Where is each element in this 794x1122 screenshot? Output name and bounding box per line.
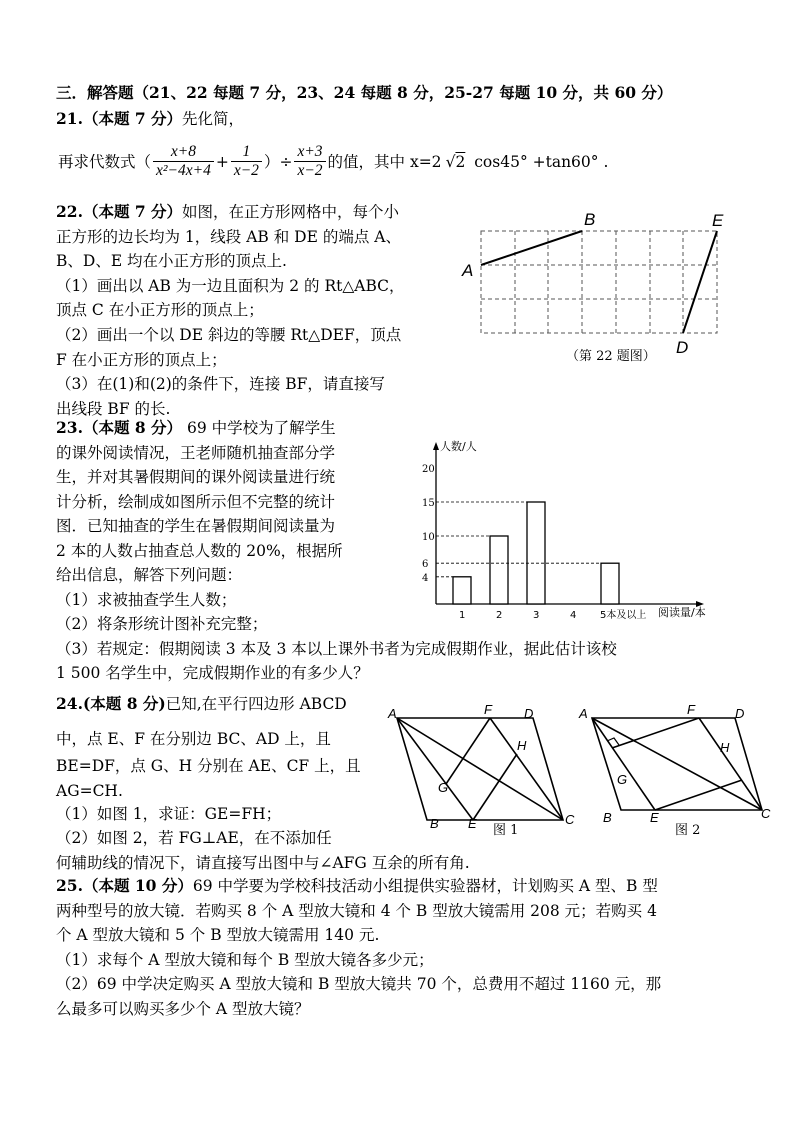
q24-text-line: 何辅助线的情况下，请直接写出图中与∠AFG 互余的所有角. xyxy=(56,854,470,872)
segment-fc-1 xyxy=(490,718,563,820)
x-axis-label: 阅读量/本 xyxy=(658,606,706,619)
q23-text-line: （1）求被抽查学生人数； xyxy=(56,590,237,609)
x-tick-label: 5本及以上 xyxy=(600,610,647,621)
question-label: 24.(本题 8 分) xyxy=(56,694,166,713)
q21-prefix: 再求代数式（ xyxy=(58,152,152,171)
fig2-label-e: E xyxy=(650,810,659,825)
question-text: 69 中学校为了解学生 xyxy=(182,419,336,437)
q22-text-line: F 在小正方形的顶点上； xyxy=(56,350,227,369)
q24-text-line: AG=CH. xyxy=(56,782,123,800)
fraction-3-den: x−2 xyxy=(297,162,323,179)
y-axis-arrow xyxy=(433,442,439,450)
q23-text-line xyxy=(56,417,336,439)
question-label: 25.（本题 10 分） xyxy=(56,876,193,895)
q22-text-line: 正方形的边长均为 1，线段 AB 和 DE 的端点 A、 xyxy=(56,227,401,246)
fig2-label-c: C xyxy=(761,806,771,821)
section-title: 三．解答题（21、22 每题 7 分，23、24 每题 8 分，25-27 每题 10 分，共 60 分） xyxy=(56,83,673,102)
question-text: 69 中学要为学校科技活动小组提供实验器材，计划购买 A 型、B 型 xyxy=(192,877,658,895)
question-label: 22.（本题 7 分） xyxy=(56,202,183,221)
q21-condition: 的值，其中 x=2 xyxy=(327,152,442,171)
question-text: 已知,在平行四边形 ABCD xyxy=(165,695,347,713)
segment-gf-2 xyxy=(612,718,699,748)
q21-intro: 先化简， xyxy=(182,110,245,128)
x-tick-label: 1 xyxy=(459,610,466,621)
fig2-caption: 图 2 xyxy=(675,823,701,838)
q24-text-line: （1）如图 1，求证：GE=FH； xyxy=(56,805,282,823)
x-tick-label: 4 xyxy=(570,610,577,621)
fig1-label-g: G xyxy=(438,780,449,795)
q25-text-line: （2）69 中学决定购买 A 型放大镜和 B 型放大镜共 70 个，总费用不超过 1160 元，那 xyxy=(56,975,662,993)
q23-text-line: （3）若规定：假期阅读 3 本及 3 本以上课外书者为完成假期作业，据此估计该校 xyxy=(56,639,617,658)
y-axis-label: 人数/人 xyxy=(440,440,477,453)
y-tick-label: 4 xyxy=(422,572,429,584)
q22-text-line: 顶点 C 在小正方形的顶点上； xyxy=(56,301,264,320)
fraction-1 xyxy=(153,143,214,180)
q24-text-line: BE=DF，点 G、H 分别在 AE、CF 上，且 xyxy=(56,757,361,775)
fraction-2-den: x−2 xyxy=(233,162,259,179)
bar-chart xyxy=(400,436,740,626)
q24-figure-2 xyxy=(575,700,775,840)
fig2-label-a: A xyxy=(579,706,588,721)
q21-expression xyxy=(56,143,610,180)
fraction-2-num: 1 xyxy=(231,143,262,162)
q23-text-line: 2 本的人数占抽查总人数的 20%，根据所 xyxy=(56,541,343,560)
segment-de xyxy=(683,231,717,333)
x-tick-label: 3 xyxy=(533,610,540,621)
fig1-label-h: H xyxy=(517,738,527,753)
q25-text-line: 么最多可以购买多少个 A 型放大镜？ xyxy=(56,999,310,1018)
q21-label: 21.（本题 7 分） xyxy=(56,109,183,128)
q22-text-line: （3）在(1)和(2)的条件下，连接 BF，请直接写 xyxy=(56,375,385,394)
label-b: B xyxy=(584,210,596,229)
q25-text-line: 个 A 型放大镜和 5 个 B 型放大镜需用 140 元. xyxy=(56,926,380,944)
fig1-label-e: E xyxy=(468,816,477,831)
fig1-label-d: D xyxy=(524,706,534,721)
fraction-2 xyxy=(231,143,262,180)
q22-caption: （第 22 题图） xyxy=(566,349,656,364)
q25-text-line: 两种型号的放大镜．若购买 8 个 A 型放大镜和 4 个 B 型放大镜需用 208 元；若购买 4 xyxy=(56,901,657,920)
fig2-label-g: G xyxy=(617,772,628,787)
bar xyxy=(453,577,471,604)
fig1-label-c: C xyxy=(565,812,575,827)
fig2-label-h: H xyxy=(720,740,730,755)
q22-text-line: B、D、E 均在小正方形的顶点上. xyxy=(56,252,287,271)
q23-text-line: （2）将条形统计图补充完整； xyxy=(56,615,268,633)
fig2-label-d: D xyxy=(735,706,745,721)
q24-text-line: （2）如图 2，若 FG⊥AE，在不添加任 xyxy=(56,829,332,847)
q24-text-line: 中，点 E、F 在分别边 BC、AD 上，且 xyxy=(56,730,331,748)
fraction-1-num: x+8 xyxy=(153,143,214,162)
q22-text-line: 出线段 BF 的长. xyxy=(56,399,171,418)
q23-text-line: 给出信息，解答下列问题： xyxy=(56,566,243,584)
fraction-3 xyxy=(294,143,325,180)
fig1-caption: 图 1 xyxy=(493,823,519,838)
q23-text-line: 的课外阅读情况，王老师随机抽查部分学 xyxy=(56,443,336,462)
segment-ae-2 xyxy=(592,718,655,810)
sqrt-symbol: √2 xyxy=(445,152,466,171)
q22-grid-figure xyxy=(462,210,730,370)
label-e: E xyxy=(712,211,724,230)
q21-header xyxy=(56,108,244,130)
fraction-1-den: x²−4x+4 xyxy=(156,162,211,179)
label-d: D xyxy=(676,338,689,357)
q21-condition-tail: cos45° +tan60° . xyxy=(469,152,609,171)
segment-ae-1 xyxy=(397,718,473,820)
fraction-3-num: x+3 xyxy=(294,143,325,162)
q23-text-line: 计分析，绘制成如图所示但不完整的统计 xyxy=(56,492,336,511)
y-tick-label: 20 xyxy=(422,464,435,475)
q22-text-line: （1）画出以 AB 为一边且面积为 2 的 Rt△ABC， xyxy=(56,276,405,295)
fig2-label-f: F xyxy=(687,702,695,717)
bar xyxy=(601,563,619,604)
y-tick-label: 15 xyxy=(422,498,435,509)
fig2-label-b: B xyxy=(603,810,612,825)
q23-text-line: 1 500 名学生中，完成假期作业的有多少人？ xyxy=(56,664,369,682)
divide-sign: ）÷ xyxy=(263,152,293,171)
bar xyxy=(490,536,508,604)
sqrt-arg: 2 xyxy=(455,152,466,171)
x-tick-label: 2 xyxy=(496,610,503,621)
segment-gf-1 xyxy=(446,718,490,784)
q23-text-line: 生，并对其暑假期间的课外阅读量进行统 xyxy=(56,468,336,486)
label-a: A xyxy=(462,261,474,280)
question-label: 23.（本题 8 分） xyxy=(56,418,183,437)
question-text: 如图，在正方形网格中，每个小 xyxy=(182,203,400,221)
q24-text-line xyxy=(56,693,347,715)
grid-lines xyxy=(481,231,717,333)
q25-text-line: （1）求每个 A 型放大镜和每个 B 型放大镜各多少元； xyxy=(56,950,434,969)
q22-text-line: （2）画出一个以 DE 斜边的等腰 Rt△DEF，顶点 xyxy=(56,326,402,344)
fig1-label-b: B xyxy=(430,816,439,831)
q23-text-line: 图．已知抽查的学生在暑假期间阅读量为 xyxy=(56,517,336,535)
fig1-label-a: A xyxy=(388,706,397,721)
y-tick-label: 6 xyxy=(422,559,429,571)
plus-sign: + xyxy=(215,152,229,171)
y-tick-label: 10 xyxy=(422,532,435,543)
diagonal-ac-2 xyxy=(592,718,762,810)
q24-figure-1 xyxy=(380,700,580,840)
segment-fc-2 xyxy=(699,718,762,810)
q25-text-line xyxy=(56,875,658,897)
segment-ab xyxy=(481,231,582,265)
bar xyxy=(527,502,545,604)
segment-eh-2 xyxy=(655,780,742,810)
fig1-label-f: F xyxy=(484,702,492,717)
q22-text-line xyxy=(56,201,399,223)
